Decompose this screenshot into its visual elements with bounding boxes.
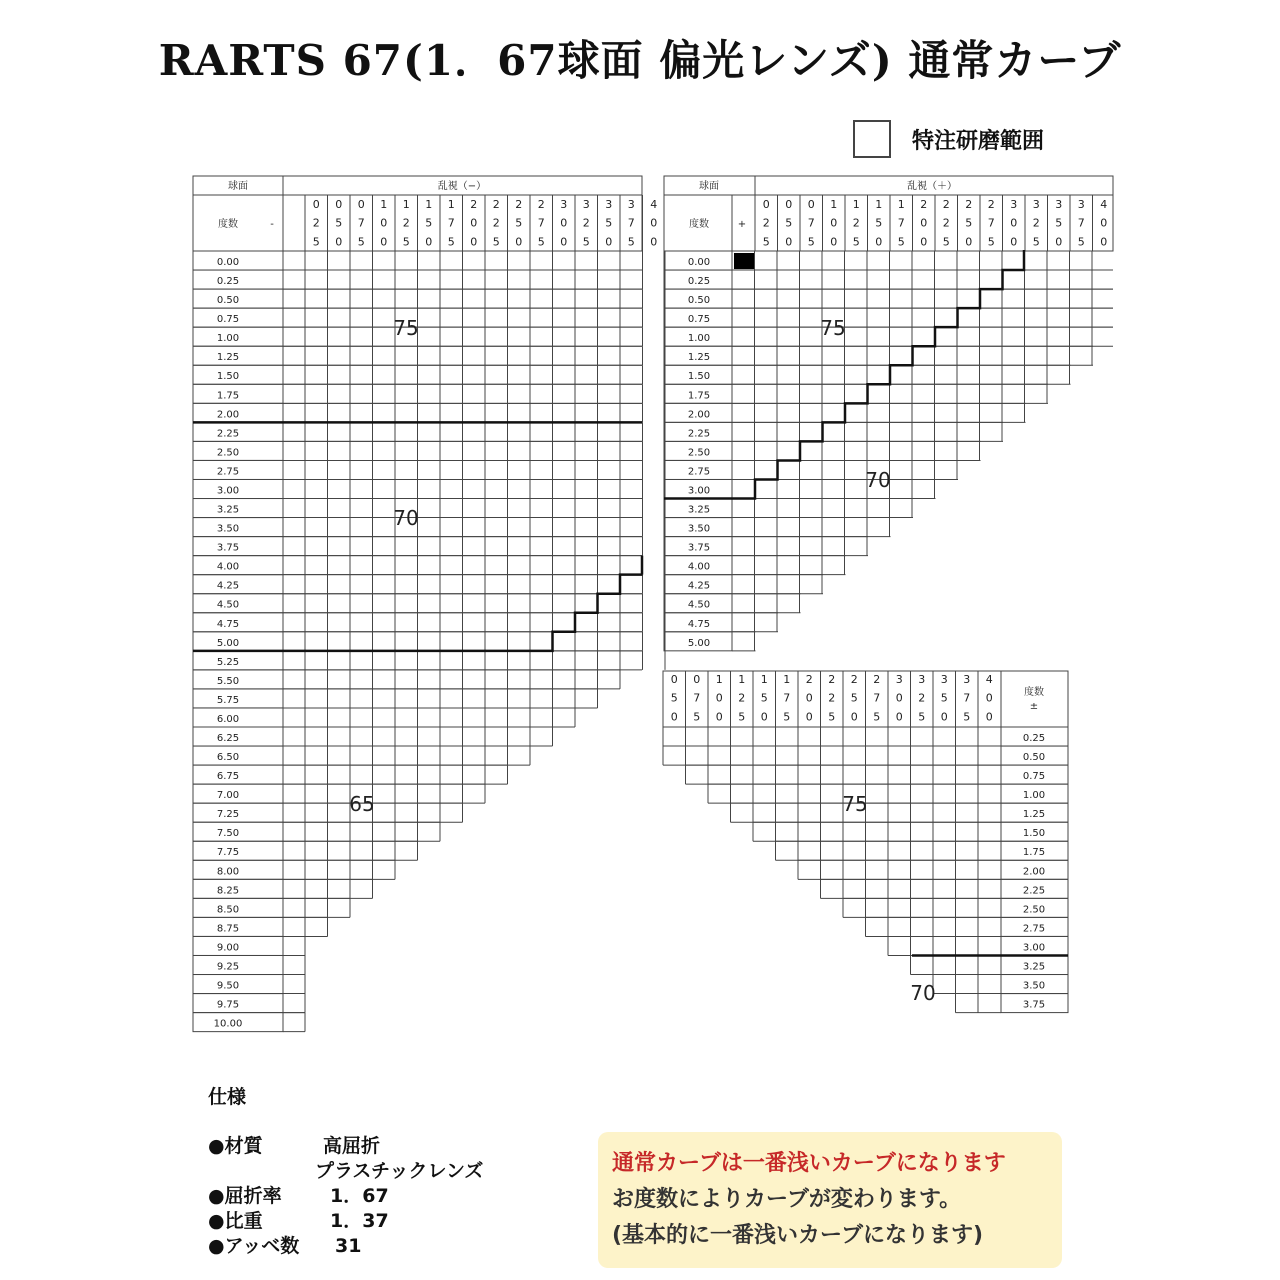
minus-row-label: 8.75: [216, 923, 240, 935]
plus-custom-cell: [734, 253, 754, 269]
plus-row-label: 1.75: [687, 390, 711, 402]
minus-row-label: 5.50: [216, 675, 240, 687]
mixed-col-header: 2: [805, 673, 813, 686]
mixed-col-header: 0: [985, 691, 993, 705]
plus-col-header: 2: [942, 216, 950, 230]
minus-row-label: 7.25: [216, 809, 240, 821]
minus-row-label: 4.50: [216, 599, 240, 611]
mixed-col-header: 1: [783, 673, 791, 686]
minus-col-header: 3: [627, 198, 635, 211]
plus-row-label: 0.00: [687, 257, 711, 268]
minus-col-header: 0: [605, 235, 613, 249]
mixed-row-label: 2.50: [1022, 904, 1046, 916]
plus-deg-label: 度数: [689, 219, 709, 230]
mixed-col-header: 2: [918, 691, 926, 705]
minus-row-label: 1.00: [216, 333, 240, 345]
plus-row-label: 0.25: [687, 276, 711, 288]
curve-note-line-1: 通常カーブは一番浅いカーブになります: [612, 1151, 1006, 1176]
minus-col-header: 0: [470, 216, 478, 230]
mixed-col-header: 5: [693, 710, 701, 724]
spec-gravity-value: 1．37: [330, 1210, 389, 1232]
mixed-row-label: 3.25: [1022, 961, 1046, 973]
mixed-col-header: 2: [828, 673, 836, 686]
plus-row-label: 0.50: [687, 295, 711, 307]
minus-col-header: 7: [537, 216, 545, 230]
plus-sign: +: [737, 219, 747, 230]
plus-row-label: 1.50: [687, 371, 711, 383]
minus-row-label: 0.00: [216, 257, 240, 268]
mixed-col-header: 5: [738, 710, 746, 724]
plus-row-label: 2.00: [687, 409, 711, 421]
minus-row-label: 9.50: [216, 980, 240, 992]
plus-zone-75: 75: [820, 316, 846, 340]
minus-row-label: 5.00: [216, 637, 240, 649]
spec-material-key: ●材質: [208, 1135, 263, 1157]
minus-row-label: 1.25: [216, 352, 240, 364]
mixed-col-header: 3: [963, 673, 971, 686]
plus-col-header: 2: [1032, 216, 1040, 230]
curve-note-line-2: お度数によりカーブが変わります。: [612, 1187, 962, 1212]
mixed-col-header: 7: [693, 691, 701, 705]
mixed-col-header: 5: [918, 710, 926, 724]
plus-col-header: 0: [1010, 216, 1018, 230]
mixed-col-header: 0: [850, 710, 858, 724]
plus-row-label: 4.50: [687, 599, 711, 611]
minus-row-label: 5.75: [216, 694, 240, 706]
mixed-col-header: 4: [985, 673, 993, 686]
plus-col-header: 5: [1055, 216, 1063, 230]
plus-row-label: 2.50: [687, 447, 711, 459]
minus-deg-label: 度数: [218, 219, 238, 230]
spec-index-key: ●屈折率: [208, 1185, 282, 1207]
plus-col-header: 5: [807, 235, 815, 249]
plus-row-label: 3.75: [687, 542, 711, 554]
mixed-col-header: 0: [715, 710, 723, 724]
minus-row-label: 2.75: [216, 466, 240, 478]
plus-row-label: 1.25: [687, 352, 711, 364]
mixed-col-header: 7: [963, 691, 971, 705]
minus-row-label: 9.25: [216, 961, 240, 973]
minus-cyl-label: 乱視（−）: [437, 181, 487, 192]
minus-row-label: 10.00: [213, 1018, 243, 1030]
minus-col-header: 0: [560, 235, 568, 249]
plus-col-header: 3: [1055, 198, 1063, 211]
minus-col-header: 5: [582, 235, 590, 249]
mixed-row-label: 3.50: [1022, 980, 1046, 992]
minus-row-label: 3.50: [216, 523, 240, 535]
plus-header-frame: [664, 176, 1113, 251]
mixed-col-header: 5: [670, 691, 678, 705]
mixed-col-header: 5: [783, 710, 791, 724]
minus-row-label: 4.00: [216, 561, 240, 573]
mixed-row-label: 3.00: [1022, 942, 1046, 954]
mixed-row-label: 1.75: [1022, 847, 1046, 859]
minus-col-header: 0: [425, 235, 433, 249]
mixed-row-label: 0.75: [1022, 771, 1046, 783]
minus-col-header: 2: [492, 198, 500, 211]
mixed-col-header: 3: [940, 673, 948, 686]
minus-col-header: 5: [537, 235, 545, 249]
minus-row-label: 1.75: [216, 390, 240, 402]
mixed-row-label: 1.50: [1022, 828, 1046, 840]
minus-col-header: 1: [402, 198, 410, 211]
plus-col-header: 1: [830, 198, 838, 211]
plus-col-header: 5: [1032, 235, 1040, 249]
minus-row-label: 8.25: [216, 885, 240, 897]
minus-row-label: 8.00: [216, 866, 240, 878]
plus-row-label: 3.50: [687, 523, 711, 535]
minus-row-label: 6.00: [216, 713, 240, 725]
minus-col-header: 3: [560, 198, 568, 211]
mixed-col-header: 2: [850, 673, 858, 686]
mixed-col-header: 0: [985, 710, 993, 724]
plus-col-header: 2: [762, 216, 770, 230]
plus-col-header: 7: [987, 216, 995, 230]
minus-col-header: 0: [380, 235, 388, 249]
mixed-row-label: 3.75: [1022, 999, 1046, 1011]
plus-row-label: 2.25: [687, 428, 711, 440]
mixed-zone-70: 70: [910, 981, 936, 1005]
plus-zone-70: 70: [865, 468, 891, 492]
minus-row-label: 4.75: [216, 618, 240, 630]
mixed-col-header: 5: [850, 691, 858, 705]
minus-col-header: 7: [357, 216, 365, 230]
minus-row-label: 7.00: [216, 790, 240, 802]
mixed-col-header: 5: [760, 691, 768, 705]
mixed-col-header: 0: [670, 710, 678, 724]
curve-note-line-3: (基本的に一番浅いカーブになります): [612, 1223, 984, 1248]
spec-gravity-key: ●比重: [208, 1210, 263, 1232]
mixed-row-label: 1.00: [1022, 790, 1046, 802]
plus-sph-label: 球面: [699, 181, 719, 192]
minus-col-header: 0: [515, 235, 523, 249]
minus-col-header: 5: [515, 216, 523, 230]
plus-col-header: 2: [987, 198, 995, 211]
plus-row-label: 3.00: [687, 485, 711, 497]
spec-material-value: 高屈折: [323, 1135, 381, 1157]
spec-material-value-2: プラスチックレンズ: [315, 1160, 484, 1182]
plus-col-header: 5: [987, 235, 995, 249]
minus-col-header: 5: [605, 216, 613, 230]
plus-col-header: 3: [1077, 198, 1085, 211]
minus-row-label: 3.00: [216, 485, 240, 497]
plus-row-label: 5.00: [687, 637, 711, 649]
mixed-col-header: 0: [805, 691, 813, 705]
minus-col-header: 3: [605, 198, 613, 211]
plus-col-header: 7: [897, 216, 905, 230]
plus-col-header: 5: [785, 216, 793, 230]
mixed-col-header: 0: [760, 710, 768, 724]
minus-col-header: 0: [335, 235, 343, 249]
minus-row-label: 0.25: [216, 276, 240, 288]
plus-col-header: 0: [965, 235, 973, 249]
minus-col-header: 5: [425, 216, 433, 230]
curve-note: [598, 1132, 1062, 1268]
minus-col-header: 5: [447, 235, 455, 249]
plus-row-label: 1.00: [687, 333, 711, 345]
minus-col-header: 0: [650, 235, 658, 249]
minus-row-label: 7.75: [216, 847, 240, 859]
minus-col-header: 0: [312, 198, 320, 211]
plus-col-header: 1: [875, 198, 883, 211]
minus-row-label: 2.25: [216, 428, 240, 440]
spec-section: [208, 1085, 484, 1259]
minus-zone-75: 75: [393, 316, 419, 340]
plus-row-label: 2.75: [687, 466, 711, 478]
minus-col-header: 2: [470, 198, 478, 211]
plus-row-label: 3.25: [687, 504, 711, 516]
plus-col-header: 0: [785, 235, 793, 249]
mixed-pm-label: ±: [1029, 701, 1039, 712]
spec-abbe-value: 31: [335, 1235, 362, 1257]
plus-col-header: 0: [920, 235, 928, 249]
mixed-row-label: 2.25: [1022, 885, 1046, 897]
plus-col-header: 0: [762, 198, 770, 211]
plus-col-header: 3: [1032, 198, 1040, 211]
mixed-col-header: 3: [918, 673, 926, 686]
plus-col-header: 5: [762, 235, 770, 249]
minus-col-header: 1: [447, 198, 455, 211]
plus-col-header: 0: [785, 198, 793, 211]
mixed-col-header: 0: [670, 673, 678, 686]
plus-col-header: 2: [920, 198, 928, 211]
minus-row-label: 6.75: [216, 771, 240, 783]
plus-col-header: 0: [1010, 235, 1018, 249]
minus-row-label: 7.50: [216, 828, 240, 840]
plus-col-header: 2: [965, 198, 973, 211]
mixed-col-header: 3: [895, 673, 903, 686]
plus-row-label: 0.75: [687, 314, 711, 326]
mixed-col-header: 1: [760, 673, 768, 686]
plus-col-header: 5: [1077, 235, 1085, 249]
plus-col-header: 0: [807, 198, 815, 211]
page-title: RARTS 67(1．67球面 偏光レンズ) 通常カーブ: [158, 36, 1122, 85]
mixed-col-header: 1: [738, 673, 746, 686]
mixed-col-header: 5: [873, 710, 881, 724]
plus-col-header: 5: [965, 216, 973, 230]
mixed-col-header: 0: [940, 710, 948, 724]
mixed-col-header: 5: [963, 710, 971, 724]
plus-row-label: 4.75: [687, 618, 711, 630]
mixed-col-header: 0: [895, 691, 903, 705]
mixed-col-header: 5: [828, 710, 836, 724]
spec-abbe-key: ●アッベ数: [208, 1235, 300, 1257]
minus-col-header: 7: [447, 216, 455, 230]
minus-col-header: 2: [402, 216, 410, 230]
plus-col-header: 0: [830, 216, 838, 230]
plus-col-header: 0: [1100, 216, 1108, 230]
minus-col-header: 5: [627, 235, 635, 249]
mixed-col-header: 2: [738, 691, 746, 705]
mixed-col-header: 2: [828, 691, 836, 705]
minus-col-header: 7: [627, 216, 635, 230]
minus-col-header: 2: [582, 216, 590, 230]
minus-row-label: 9.00: [216, 942, 240, 954]
plus-col-header: 0: [830, 235, 838, 249]
mixed-col-header: 0: [693, 673, 701, 686]
minus-col-header: 2: [515, 198, 523, 211]
minus-zone-65: 65: [349, 792, 375, 816]
plus-col-header: 1: [852, 198, 860, 211]
mixed-deg-label: 度数: [1024, 687, 1044, 698]
mixed-col-header: 1: [715, 673, 723, 686]
mixed-row-label: 0.25: [1022, 733, 1046, 744]
minus-row-label: 6.25: [216, 733, 240, 744]
plus-col-header: 5: [942, 235, 950, 249]
mixed-row-label: 0.50: [1022, 752, 1046, 764]
mixed-col-header: 0: [805, 710, 813, 724]
spec-heading: 仕様: [208, 1086, 247, 1108]
mixed-col-header: 7: [783, 691, 791, 705]
minus-row-label: 2.50: [216, 447, 240, 459]
spec-index-value: 1．67: [330, 1185, 389, 1207]
minus-row-label: 5.25: [216, 656, 240, 668]
mixed-col-header: 0: [715, 691, 723, 705]
plus-col-header: 4: [1100, 198, 1108, 211]
mixed-zone-75: 75: [842, 792, 868, 816]
minus-row-label: 4.25: [216, 580, 240, 592]
mixed-row-label: 2.00: [1022, 866, 1046, 878]
minus-zone-70: 70: [393, 506, 419, 530]
minus-col-header: 2: [312, 216, 320, 230]
minus-col-header: 5: [357, 235, 365, 249]
minus-col-header: 1: [380, 198, 388, 211]
plus-col-header: 0: [1055, 235, 1063, 249]
minus-col-header: 5: [492, 235, 500, 249]
plus-col-header: 5: [897, 235, 905, 249]
minus-col-header: 1: [425, 198, 433, 211]
minus-row-label: 1.50: [216, 371, 240, 383]
minus-col-header: 0: [560, 216, 568, 230]
minus-col-header: 4: [650, 198, 658, 211]
minus-col-header: 3: [582, 198, 590, 211]
minus-sph-label: 球面: [228, 181, 248, 192]
plus-col-header: 5: [875, 216, 883, 230]
mixed-row-label: 1.25: [1022, 809, 1046, 821]
plus-row-label: 4.25: [687, 580, 711, 592]
minus-sign: -: [270, 219, 274, 230]
plus-col-header: 5: [852, 235, 860, 249]
minus-row-label: 8.50: [216, 904, 240, 916]
plus-row-label: 4.00: [687, 561, 711, 573]
minus-row-label: 2.00: [216, 409, 240, 421]
minus-row-label: 0.50: [216, 295, 240, 307]
minus-col-header: 0: [650, 216, 658, 230]
plus-col-header: 7: [1077, 216, 1085, 230]
plus-col-header: 3: [1010, 198, 1018, 211]
minus-row-label: 0.75: [216, 314, 240, 326]
mixed-row-label: 2.75: [1022, 923, 1046, 935]
custom-range-legend-label: 特注研磨範囲: [912, 129, 1045, 154]
mixed-col-header: 5: [940, 691, 948, 705]
plus-col-header: 0: [875, 235, 883, 249]
minus-col-header: 5: [402, 235, 410, 249]
plus-col-header: 0: [920, 216, 928, 230]
plus-col-header: 1: [897, 198, 905, 211]
plus-col-header: 0: [1100, 235, 1108, 249]
mixed-col-header: 2: [873, 673, 881, 686]
mixed-col-header: 7: [873, 691, 881, 705]
minus-col-header: 2: [537, 198, 545, 211]
minus-col-header: 2: [492, 216, 500, 230]
minus-col-header: 5: [312, 235, 320, 249]
minus-col-header: 0: [470, 235, 478, 249]
minus-row-label: 3.25: [216, 504, 240, 516]
minus-col-header: 0: [380, 216, 388, 230]
plus-col-header: 2: [942, 198, 950, 211]
minus-row-label: 3.75: [216, 542, 240, 554]
mixed-col-header: 0: [895, 710, 903, 724]
plus-col-header: 2: [852, 216, 860, 230]
minus-row-label: 9.75: [216, 999, 240, 1011]
minus-col-header: 0: [357, 198, 365, 211]
minus-col-header: 5: [335, 216, 343, 230]
plus-col-header: 7: [807, 216, 815, 230]
minus-col-header: 0: [335, 198, 343, 211]
plus-cyl-label: 乱視（＋）: [907, 181, 957, 192]
minus-row-label: 6.50: [216, 752, 240, 764]
